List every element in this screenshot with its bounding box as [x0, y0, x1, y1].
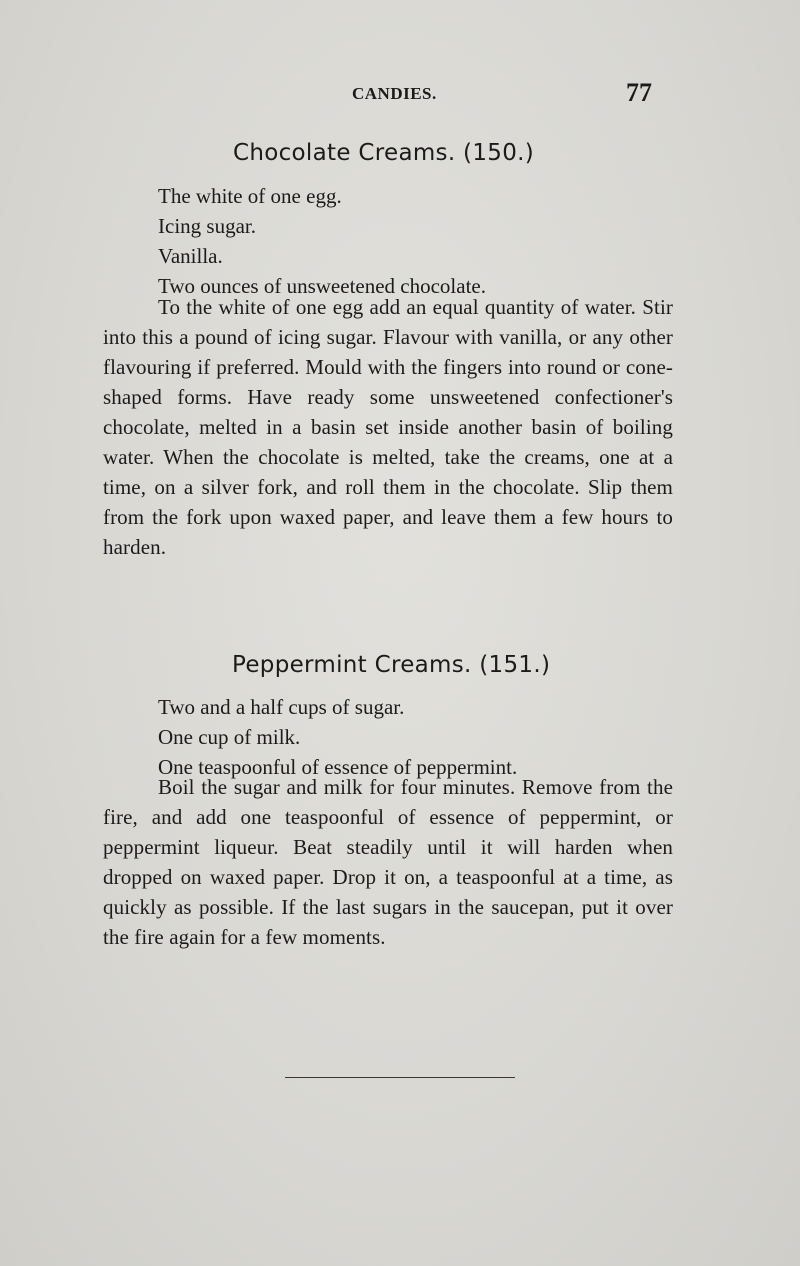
running-title: CANDIES. [352, 84, 437, 103]
end-rule [285, 1077, 515, 1078]
page-number: 77 [626, 78, 652, 107]
ingredient-item: Vanilla. [158, 244, 223, 268]
ingredient-item: Two ounces of unsweetened chocolate. [158, 274, 486, 298]
method-paragraph-peppermint-creams: Boil the sugar and milk for four minutes. Remove from the fire, and add one teaspoonful of essence of peppermint, or peppermint liqueur. Beat steadily until it will harden when dropped on waxed paper. Drop it on, a teaspoonful at a time, as quickly as possible. If the last sugars in the saucepan, put it over the fire again for a few moments. [103, 775, 673, 949]
ingredients-list-peppermint-creams [158, 692, 517, 782]
method-paragraph-chocolate-creams: To the white of one egg add an equal quantity of water. Stir into this a pound of icing sugar. Flavour with vanilla, or any other flavouring if preferred. Mould with the fingers into round or cone-shaped forms. Have ready some unsweetened confectioner's chocolate, melted in a basin set inside another basin of boiling water. When the chocolate is melted, take the creams, one at a time, on a silver fork, and roll them in the chocolate. Slip them from the fork upon waxed paper, and leave them a few hours to harden. [103, 295, 673, 559]
recipe-title-chocolate-creams: Chocolate Creams. (150.) [233, 140, 535, 166]
ingredient-item: The white of one egg. [158, 184, 342, 208]
ingredient-item: Two and a half cups of sugar. [158, 695, 405, 719]
ingredient-item: One teaspoonful of essence of peppermint. [158, 755, 518, 779]
running-head [352, 80, 652, 108]
ingredients-list-chocolate-creams [158, 181, 486, 301]
ingredient-item: Icing sugar. [158, 214, 256, 238]
ingredient-item: One cup of milk. [158, 725, 301, 749]
recipe-title-peppermint-creams: Peppermint Creams. (151.) [232, 652, 551, 678]
